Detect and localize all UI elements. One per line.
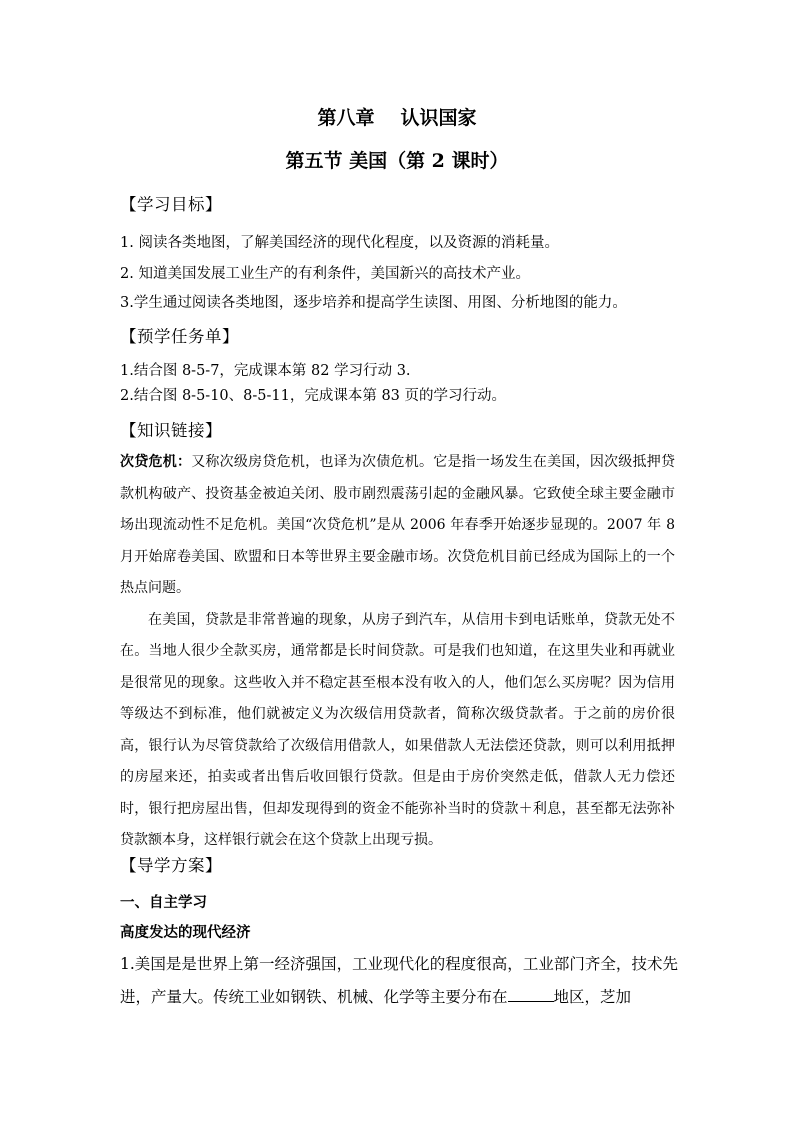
preview-task: 2.结合图 8-5-10、8-5-11，完成课本第 83 页的学习行动。 (120, 388, 507, 404)
goal-item: 3.学生通过阅读各类地图，逐步培养和提高学生读图、用图、分析地图的能力。 (120, 295, 627, 311)
goal-item: 2. 知道美国发展工业生产的有利条件，美国新兴的高技术产业。 (120, 266, 530, 282)
topic-title: 高度发达的现代经济 (120, 924, 251, 941)
knowledge-paragraph-2: 在美国，贷款是非常普遍的现象，从房子到汽车，从信用卡到电话账单，贷款无处不在。当地人很少全款买房，通常都是长时间贷款。可是我们也知道，在这里失业和再就业是很常见的现象。这些收入并不稳定甚至根本没有收入的人，他们怎么买房呢？因为信用等级达不到标准，他们就被定义为次级信用贷款者，简称次级贷款者。于之前的房价很高，银行认为尽管贷款给了次级信用借款人，如果借款人无法偿还贷款，则可以利用抵押的房屋来还，拍卖或者出售后收回银行贷款。但是由于房价突然走低，借款人无力偿还时，银行把房屋出售，但却发现得到的资金不能弥补当时的贷款＋利息，甚至都无法弥补贷款额本身，这样银行就会在这个贷款上出现亏损。 (120, 611, 675, 848)
knowledge-heading: 【知识链接】 (120, 421, 222, 440)
knowledge-text: 又称次级房贷危机，也译为次债危机。它是指一场发生在美国，因次级抵押贷款机构破产、投资基金被迫关闭、股市剧烈震荡引起的金融风暴。它致使全球主要金融市场出现流动性不足危机。美国“次贷危机”是从 2006 年春季开始逐步显现的。2007 年 8 月开始席卷美国、欧盟和日本等世界主要金融市场。次贷危机目前已经成为国际上的一个热点问题。 (120, 454, 676, 596)
knowledge-term: 次贷危机： (120, 454, 192, 470)
preview-task: 1.结合图 8-5-7，完成课本第 82 学习行动 3. (120, 363, 411, 379)
chapter-title: 第八章 (317, 107, 375, 129)
goal-item: 1. 阅读各类地图，了解美国经济的现代化程度，以及资源的消耗量。 (120, 235, 559, 251)
question-text-continued: 地区，芝加 (553, 988, 632, 1006)
question-text: 1.美国是是世界上第一经济强国，工业现代化的程度很高，工业部门齐全，技术先进，产量大。传统工业如钢铁、机械、化学等主要分布在 (120, 955, 678, 1006)
question-1 (120, 948, 678, 1014)
answer-blank (508, 987, 554, 1002)
chapter-subtitle: 认识国家 (400, 107, 477, 129)
section-title: 一、自主学习 (120, 894, 207, 911)
chapter-heading (0, 103, 794, 130)
goals-heading: 【学习目标】 (120, 195, 222, 214)
knowledge-body (120, 447, 675, 857)
guide-heading: 【导学方案】 (120, 856, 222, 875)
preview-heading: 【预学任务单】 (120, 327, 239, 346)
knowledge-paragraph (120, 447, 675, 605)
lesson-title: 第五节 美国（第 2 课时） (285, 150, 509, 172)
